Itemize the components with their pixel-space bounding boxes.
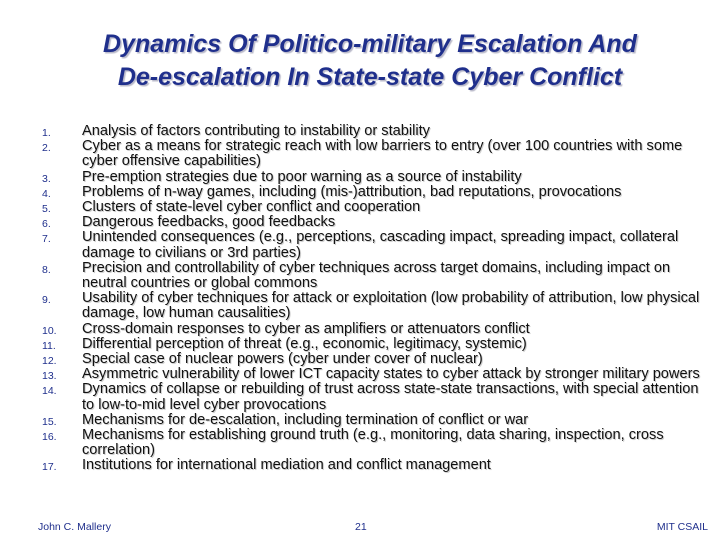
list-item [0, 428, 728, 458]
list-item [0, 337, 728, 352]
list-item [0, 261, 728, 291]
list-item-number: 4. [42, 187, 51, 200]
list-item-text: Institutions for international mediation and conflict management [82, 457, 491, 474]
list-item-number: 2. [42, 142, 51, 155]
list-item [0, 230, 728, 260]
list-item [0, 291, 728, 321]
list-item-number: 5. [42, 203, 51, 216]
list-item-text: Asymmetric vulnerability of lower ICT capacity states to cyber attack by stronger military powers [82, 366, 700, 383]
list-item-number: 12. [42, 355, 57, 368]
list-item-number: 11. [42, 339, 56, 352]
slide-title [40, 28, 700, 94]
list-item-text: Usability of cyber techniques for attack or exploitation (low probability of attribution, low physical damage, low human causalities) [82, 290, 700, 322]
list-item-number: 8. [42, 263, 51, 276]
title-line-2: De-escalation In State-state Cyber Conflict [117, 63, 623, 91]
list-item-text: Clusters of state-level cyber conflict and cooperation [82, 199, 421, 216]
list-item-text: Pre-emption strategies due to poor warning as a source of instability [82, 168, 522, 185]
list-item-text: Mechanisms for de-escalation, including termination of conflict or war [82, 411, 529, 428]
title-line-1: Dynamics Of Politico-military Escalation And [103, 30, 637, 58]
list-item [0, 382, 728, 412]
list-item [0, 215, 728, 230]
list-item-number: 15. [42, 415, 57, 428]
list-item-number: 16. [42, 431, 57, 444]
list-item-text: Analysis of factors contributing to instability or stability [82, 123, 430, 139]
list-item-number: 9. [42, 294, 51, 307]
list-item-number: 14. [42, 385, 57, 398]
list-item [0, 367, 728, 382]
list-item-number: 17. [42, 461, 57, 474]
footer-page-number: 21 [355, 521, 367, 533]
list-item [0, 322, 728, 337]
list-item-number: 6. [42, 218, 51, 231]
footer-organization: MIT CSAIL [656, 521, 708, 533]
list-item [0, 200, 728, 215]
list-item [0, 352, 728, 367]
list-item-text: Cross-domain responses to cyber as amplifiers or attenuators conflict [82, 320, 530, 337]
list-item [0, 458, 728, 473]
numbered-list [0, 124, 728, 474]
list-item-number: 10. [42, 324, 57, 337]
list-item-text: Mechanisms for establishing ground truth (e.g., monitoring, data sharing, inspection, cross correlation) [82, 427, 664, 459]
list-item [0, 170, 728, 185]
list-item-number: 1. [42, 127, 51, 139]
list-item-text: Dangerous feedbacks, good feedbacks [82, 214, 336, 231]
list-item-number: 13. [42, 370, 57, 383]
list-item-text: Dynamics of collapse or rebuilding of trust across state-state transactions, with special attention to low-to-mid level cyber provocations [82, 381, 699, 413]
list-item [0, 124, 728, 139]
list-item-number: 7. [42, 233, 51, 246]
list-item [0, 185, 728, 200]
list-item-text: Cyber as a means for strategic reach with low barriers to entry (over 100 countries with some cyber offensive capabilities) [82, 138, 683, 170]
list-item-text: Unintended consequences (e.g., perceptions, cascading impact, spreading impact, collateral damage to civilians or 3rd parties) [82, 229, 679, 261]
footer-author: John C. Mallery [38, 521, 111, 533]
list-item-text: Precision and controllability of cyber techniques across target domains, including impact on neutral countries or global commons [82, 259, 671, 292]
list-item-text: Problems of n-way games, including (mis-)attribution, bad reputations, provocations [82, 183, 622, 200]
list-item-text: Special case of nuclear powers (cyber under cover of nuclear) [82, 351, 483, 368]
list-item-number: 3. [42, 172, 51, 185]
list-item-text: Differential perception of threat (e.g., economic, legitimacy, systemic) [82, 335, 527, 352]
list-item [0, 139, 728, 169]
footer [0, 521, 728, 537]
list-item [0, 413, 728, 428]
